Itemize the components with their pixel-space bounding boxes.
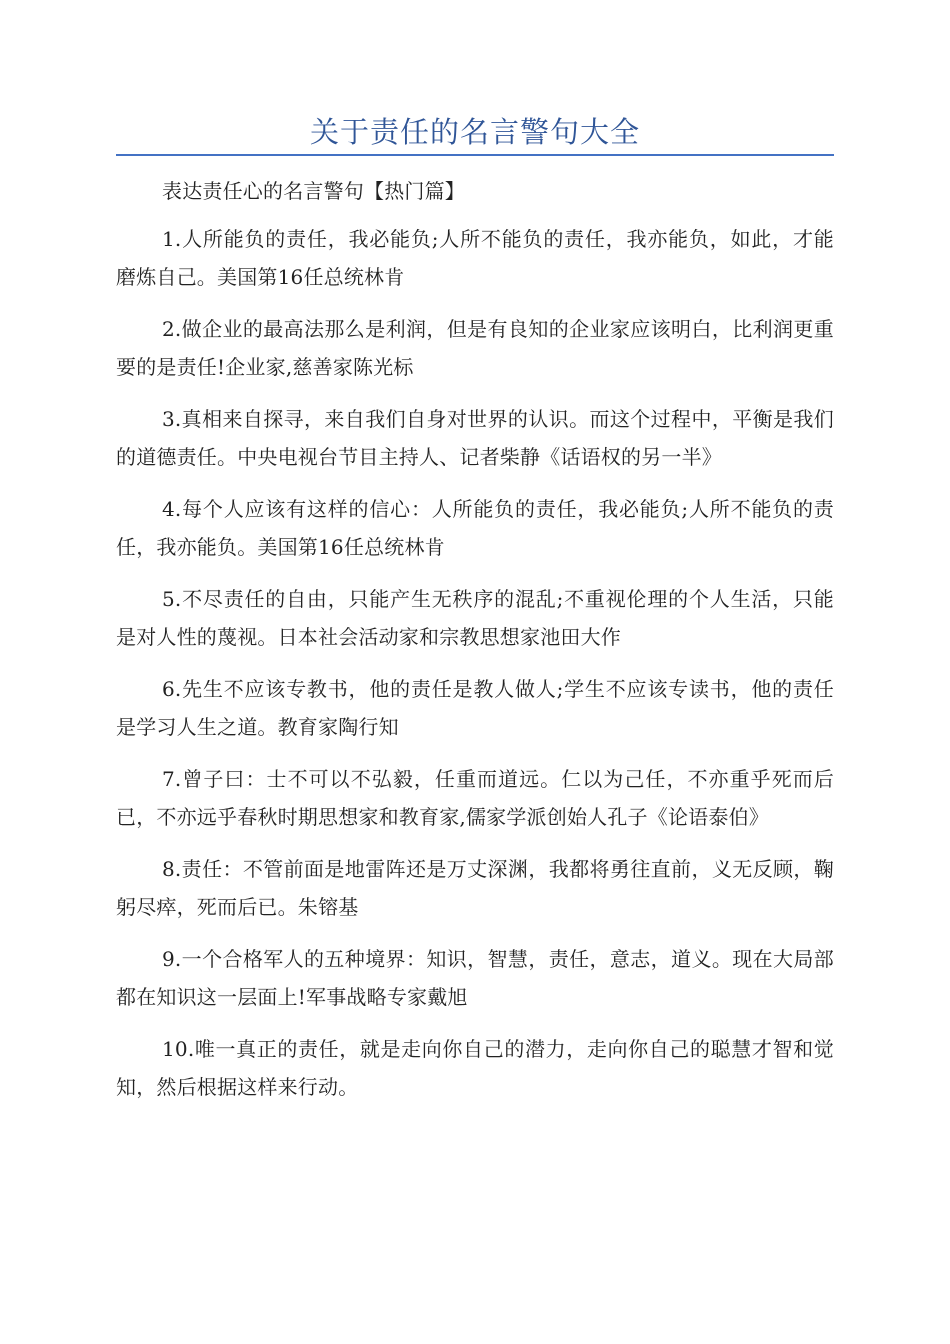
quote-paragraph: 9.一个合格军人的五种境界：知识，智慧，责任，意志，道义。现在大局部都在知识这一层面上!军事战略专家戴旭 [116, 947, 834, 1009]
quote-paragraph: 10.唯一真正的责任，就是走向你自己的潜力，走向你自己的聪慧才智和觉知，然后根据这样来行动。 [116, 1037, 834, 1099]
quote-paragraph: 1.人所能负的责任，我必能负;人所不能负的责任，我亦能负，如此，才能磨炼自己。美国第16任总统林肯 [116, 227, 834, 289]
quote-paragraph: 5.不尽责任的自由，只能产生无秩序的混乱;不重视伦理的个人生活，只能是对人性的蔑视。日本社会活动家和宗教思想家池田大作 [116, 587, 834, 649]
quote-paragraph: 2.做企业的最高法那么是利润，但是有良知的企业家应该明白，比利润更重要的是责任!企业家,慈善家陈光标 [116, 317, 834, 379]
quote-paragraph: 4.每个人应该有这样的信心：人所能负的责任，我必能负;人所不能负的责任，我亦能负。美国第16任总统林肯 [116, 497, 834, 559]
page-title: 关于责任的名言警句大全 [309, 115, 640, 149]
quote-paragraph: 6.先生不应该专教书，他的责任是教人做人;学生不应该专读书，他的责任是学习人生之道。教育家陶行知 [116, 677, 834, 739]
section-heading: 表达责任心的名言警句【热门篇】 [162, 179, 465, 203]
title-underline [116, 154, 834, 156]
quote-paragraph: 3.真相来自探寻，来自我们自身对世界的认识。而这个过程中，平衡是我们的道德责任。中央电视台节目主持人、记者柴静《话语权的另一半》 [116, 407, 834, 469]
quote-paragraph: 7.曾子曰：士不可以不弘毅，任重而道远。仁以为己任，不亦重乎死而后已，不亦远乎春秋时期思想家和教育家,儒家学派创始人孔子《论语泰伯》 [116, 767, 834, 829]
document-body [116, 172, 834, 1120]
quote-paragraph: 8.责任：不管前面是地雷阵还是万丈深渊，我都将勇往直前，义无反顾，鞠躬尽瘁，死而后已。朱镕基 [116, 857, 834, 919]
